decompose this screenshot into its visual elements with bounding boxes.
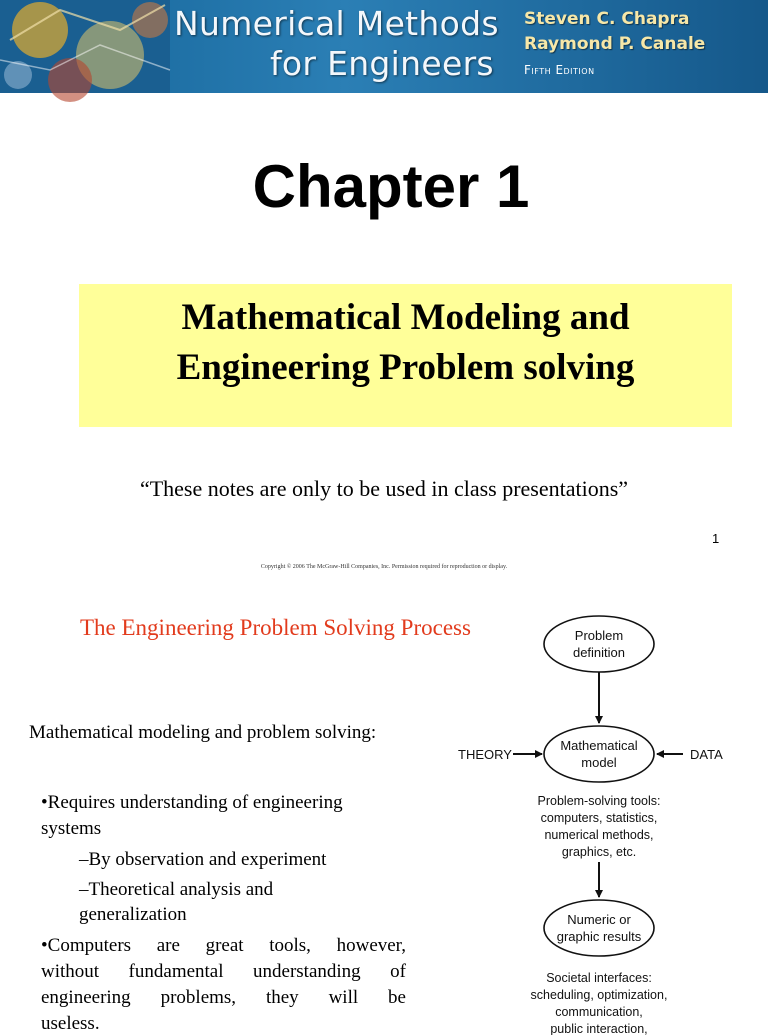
mathematical-model-node — [544, 726, 654, 782]
chapter-heading: Chapter 1 — [252, 153, 530, 220]
sub-bullet-theory-line-1: –Theoretical analysis and — [79, 879, 274, 900]
results-label-2: graphic results — [556, 929, 642, 944]
bullet-2-line-2: without fundamental understanding of — [41, 961, 406, 982]
slide-title: The Engineering Problem Solving Process — [80, 615, 471, 640]
sub-bullet-observation: –By observation and experiment — [79, 849, 327, 870]
author-name-2: Raymond P. Canale — [524, 34, 706, 54]
book-cover-banner — [0, 0, 768, 93]
subtitle-box — [79, 284, 732, 427]
societal-line-4: public interaction, — [550, 1022, 648, 1035]
theory-label: THEORY — [458, 747, 512, 762]
copyright-notice: Copyright © 2006 The McGraw-Hill Companies, Inc. Permission required for reproduction or display. — [260, 564, 508, 570]
bullet-2-line-3: engineering problems, they will be — [41, 987, 406, 1008]
data-label: DATA — [690, 747, 723, 762]
sub-bullet-theory-line-2: generalization — [79, 904, 187, 925]
tools-line-1: Problem-solving tools: — [537, 794, 661, 808]
bullet-1-line-1: •Requires understanding of engineering — [41, 792, 343, 813]
mathematical-model-label-1: Mathematical — [560, 738, 638, 753]
societal-line-2: scheduling, optimization, — [530, 988, 668, 1002]
edition-label: Fifth Edition — [524, 63, 595, 77]
book-title-line-1: Numerical Methods — [174, 4, 499, 43]
societal-line-3: communication, — [555, 1005, 643, 1019]
cover-illustration — [0, 0, 170, 93]
book-title-line-2: for Engineers — [270, 44, 494, 83]
results-label-1: Numeric or — [567, 912, 631, 927]
subtitle-line-1: Mathematical Modeling and — [181, 297, 630, 338]
slide-2 — [0, 592, 768, 1035]
tools-line-3: numerical methods, — [544, 828, 654, 842]
societal-line-1: Societal interfaces: — [546, 971, 652, 985]
intro-text: Mathematical modeling and problem solving: — [29, 722, 377, 743]
mathematical-model-label-2: model — [581, 755, 617, 770]
bullet-2-line-1: •Computers are great tools, however, — [41, 935, 406, 956]
problem-definition-label-2: definition — [572, 645, 626, 660]
bullet-1-line-2: systems — [41, 818, 102, 839]
tools-line-2: computers, statistics, — [540, 811, 658, 825]
author-name-1: Steven C. Chapra — [524, 9, 690, 29]
tools-line-4: graphics, etc. — [561, 845, 637, 859]
subtitle-line-2: Engineering Problem solving — [176, 347, 635, 388]
problem-definition-label-1: Problem — [574, 628, 624, 643]
results-node — [544, 900, 654, 956]
problem-definition-node — [544, 616, 654, 672]
page-number: 1 — [712, 531, 720, 546]
bullet-2-line-4: useless. — [41, 1013, 100, 1034]
usage-notice: “These notes are only to be used in class presentations” — [139, 476, 629, 501]
problem-solving-flowchart — [440, 592, 768, 1035]
